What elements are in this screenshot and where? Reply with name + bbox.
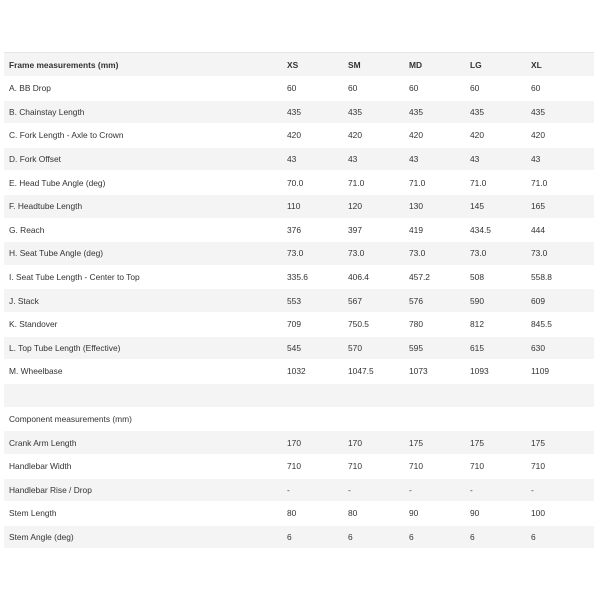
cell-xl: 845.5 (531, 319, 552, 330)
cell-xl: 6 (531, 531, 536, 542)
cell-xl: 43 (531, 154, 541, 165)
row-label: Stem Angle (deg) (9, 531, 74, 542)
row-label: A. BB Drop (9, 83, 51, 94)
cell-lg: 1093 (470, 366, 489, 377)
row-label: K. Standover (9, 319, 58, 330)
row-label: B. Chainstay Length (9, 106, 85, 117)
table-row (4, 502, 594, 526)
cell-sm: 710 (348, 461, 362, 472)
row-label: I. Seat Tube Length - Center to Top (9, 272, 140, 283)
cell-sm: 406.4 (348, 272, 369, 283)
cell-sm: 567 (348, 295, 362, 306)
cell-sm: 71.0 (348, 177, 365, 188)
cell-xl: 609 (531, 295, 545, 306)
cell-md: 420 (409, 130, 423, 141)
cell-md: 6 (409, 531, 414, 542)
cell-lg: 812 (470, 319, 484, 330)
cell-lg: 434.5 (470, 224, 491, 235)
cell-lg: 6 (470, 531, 475, 542)
cell-md: 175 (409, 437, 423, 448)
row-label: F. Headtube Length (9, 201, 83, 212)
cell-xl: 435 (531, 106, 545, 117)
row-label: Stem Length (9, 508, 57, 519)
cell-xs: 420 (287, 130, 301, 141)
cell-sm: 435 (348, 106, 362, 117)
cell-xs: 335.6 (287, 272, 308, 283)
cell-md: 595 (409, 342, 423, 353)
cell-lg: 145 (470, 201, 484, 212)
cell-xs: 1032 (287, 366, 306, 377)
cell-md: 73.0 (409, 248, 426, 259)
table-row (4, 219, 594, 243)
frame-header-row (4, 53, 594, 77)
cell-md: 71.0 (409, 177, 426, 188)
cell-xs: 376 (287, 224, 301, 235)
cell-sm: 420 (348, 130, 362, 141)
cell-md: - (409, 484, 412, 495)
cell-xs: 6 (287, 531, 292, 542)
cell-xl: 100 (531, 508, 545, 519)
cell-xs: 70.0 (287, 177, 304, 188)
cell-lg: 710 (470, 461, 484, 472)
cell-sm: 80 (348, 508, 358, 519)
row-label: J. Stack (9, 295, 39, 306)
cell-xl: 630 (531, 342, 545, 353)
table-row (4, 455, 594, 479)
size-sm-header: SM (348, 59, 361, 70)
size-xs-header: XS (287, 59, 299, 70)
cell-md: 60 (409, 83, 419, 94)
cell-md: 457.2 (409, 272, 430, 283)
table-row (4, 337, 594, 361)
table-row (4, 124, 594, 148)
cell-lg: 43 (470, 154, 480, 165)
cell-xs: 170 (287, 437, 301, 448)
cell-sm: 43 (348, 154, 358, 165)
table-row (4, 313, 594, 337)
cell-xl: 558.8 (531, 272, 552, 283)
cell-xs: 43 (287, 154, 297, 165)
size-md-header: MD (409, 59, 423, 70)
cell-xs: 110 (287, 201, 301, 212)
cell-xl: 71.0 (531, 177, 548, 188)
cell-lg: 73.0 (470, 248, 487, 259)
cell-md: 435 (409, 106, 423, 117)
cell-xl: 165 (531, 201, 545, 212)
cell-lg: 435 (470, 106, 484, 117)
cell-sm: 120 (348, 201, 362, 212)
row-label: Handlebar Width (9, 461, 72, 472)
cell-md: 780 (409, 319, 423, 330)
cell-lg: 590 (470, 295, 484, 306)
cell-xl: 60 (531, 83, 541, 94)
cell-sm: 570 (348, 342, 362, 353)
cell-xl: 444 (531, 224, 545, 235)
table-row (4, 242, 594, 266)
cell-lg: - (470, 484, 473, 495)
cell-md: 576 (409, 295, 423, 306)
size-xl-header: XL (531, 59, 542, 70)
cell-lg: 615 (470, 342, 484, 353)
cell-sm: 60 (348, 83, 358, 94)
cell-xl: 710 (531, 461, 545, 472)
cell-xl: - (531, 484, 534, 495)
cell-lg: 508 (470, 272, 484, 283)
cell-md: 1073 (409, 366, 428, 377)
cell-lg: 60 (470, 83, 480, 94)
cell-md: 419 (409, 224, 423, 235)
cell-md: 130 (409, 201, 423, 212)
row-label: G. Reach (9, 224, 45, 235)
cell-sm: 6 (348, 531, 353, 542)
cell-xs: 435 (287, 106, 301, 117)
cell-sm: 1047.5 (348, 366, 374, 377)
table-row (4, 101, 594, 125)
cell-sm: 170 (348, 437, 362, 448)
row-label: C. Fork Length - Axle to Crown (9, 130, 124, 141)
cell-sm: 750.5 (348, 319, 369, 330)
row-label: H. Seat Tube Angle (deg) (9, 248, 104, 259)
cell-xs: 73.0 (287, 248, 304, 259)
cell-lg: 420 (470, 130, 484, 141)
cell-lg: 90 (470, 508, 480, 519)
cell-xl: 73.0 (531, 248, 548, 259)
cell-lg: 175 (470, 437, 484, 448)
cell-xl: 175 (531, 437, 545, 448)
row-label: Crank Arm Length (9, 437, 77, 448)
section-spacer (4, 384, 594, 408)
row-label: M. Wheelbase (9, 366, 63, 377)
cell-xs: 545 (287, 342, 301, 353)
cell-sm: 397 (348, 224, 362, 235)
row-label: L. Top Tube Length (Effective) (9, 342, 121, 353)
cell-xs: 80 (287, 508, 297, 519)
cell-xs: 710 (287, 461, 301, 472)
frame-header-title: Frame measurements (mm) (9, 59, 119, 70)
cell-xs: 709 (287, 319, 301, 330)
cell-xl: 420 (531, 130, 545, 141)
cell-md: 43 (409, 154, 419, 165)
cell-lg: 71.0 (470, 177, 487, 188)
cell-xs: 553 (287, 295, 301, 306)
table-row (4, 289, 594, 313)
row-label: D. Fork Offset (9, 154, 61, 165)
row-label: E. Head Tube Angle (deg) (9, 177, 106, 188)
table-row (4, 77, 594, 101)
cell-md: 710 (409, 461, 423, 472)
cell-xs: 60 (287, 83, 297, 94)
table-row (4, 266, 594, 290)
table-row (4, 148, 594, 172)
cell-md: 90 (409, 508, 419, 519)
size-lg-header: LG (470, 59, 482, 70)
table-row (4, 479, 594, 503)
cell-xs: - (287, 484, 290, 495)
cell-xl: 1109 (531, 366, 550, 377)
table-row (4, 171, 594, 195)
row-label: Handlebar Rise / Drop (9, 484, 92, 495)
table-row (4, 431, 594, 455)
table-row (4, 360, 594, 384)
component-header-title: Component measurements (mm) (9, 414, 132, 425)
cell-sm: - (348, 484, 351, 495)
cell-sm: 73.0 (348, 248, 365, 259)
table-row (4, 526, 594, 550)
geometry-table (4, 53, 594, 549)
component-header-row (4, 408, 594, 432)
table-row (4, 195, 594, 219)
